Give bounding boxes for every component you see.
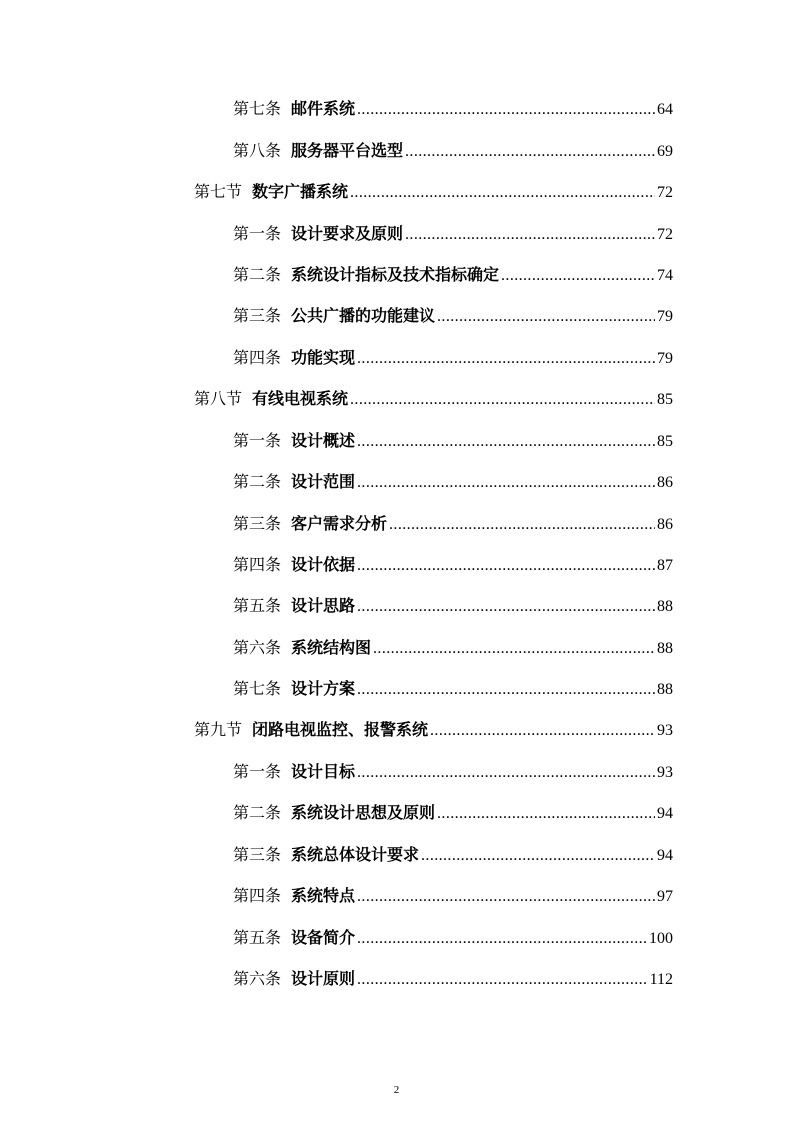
toc-entry-number: 第三条 xyxy=(233,845,282,864)
toc-entry-title: 数字广播系统 xyxy=(252,182,349,201)
toc-entry-number: 第九节 xyxy=(194,720,243,739)
toc-entry-article-6-structure-diagram[interactable] xyxy=(233,636,673,660)
toc-entry-section-8-cable-tv[interactable] xyxy=(194,387,673,411)
toc-entry-title: 公共广播的功能建议 xyxy=(291,306,436,325)
toc-dot-leader xyxy=(405,140,655,164)
toc-entry-number: 第二条 xyxy=(233,472,282,491)
toc-dot-leader xyxy=(357,968,648,992)
toc-entry-title: 服务器平台选型 xyxy=(291,141,404,160)
toc-entry-page: 85 xyxy=(657,391,673,408)
toc-dot-leader xyxy=(357,430,655,454)
toc-entry-article-1-requirements[interactable] xyxy=(233,222,673,246)
toc-entry-page: 88 xyxy=(657,681,673,698)
toc-entry-article-2-design-philosophy[interactable] xyxy=(233,801,673,825)
toc-entry-article-4-implementation[interactable] xyxy=(233,346,673,370)
toc-dot-leader xyxy=(405,223,655,247)
toc-entry-article-1-goals[interactable] xyxy=(233,760,673,784)
toc-entry-number: 第一条 xyxy=(233,431,282,450)
toc-entry-title: 系统总体设计要求 xyxy=(291,845,420,864)
toc-dot-leader xyxy=(437,802,655,826)
toc-entry-number: 第七条 xyxy=(233,679,282,698)
toc-entry-number: 第二条 xyxy=(233,803,282,822)
toc-entry-article-2-scope[interactable] xyxy=(233,470,673,494)
toc-entry-number: 第七条 xyxy=(233,99,282,118)
toc-entry-title: 系统特点 xyxy=(291,886,356,905)
toc-entry-page: 74 xyxy=(657,267,673,284)
toc-dot-leader xyxy=(357,678,655,702)
toc-entry-page: 100 xyxy=(649,930,673,947)
toc-entry-article-5-equipment[interactable] xyxy=(233,926,673,950)
toc-entry-number: 第五条 xyxy=(233,928,282,947)
toc-entry-title: 设计思路 xyxy=(291,596,356,615)
toc-entry-number: 第六条 xyxy=(233,638,282,657)
toc-entry-article-1-overview[interactable] xyxy=(233,429,673,453)
toc-dot-leader xyxy=(437,305,655,329)
toc-entry-section-9-cctv-alarm[interactable] xyxy=(194,718,673,742)
toc-entry-article-8-server-platform[interactable] xyxy=(233,139,673,163)
toc-entry-number: 第八条 xyxy=(233,141,282,160)
toc-entry-number: 第五条 xyxy=(233,596,282,615)
toc-entry-page: 72 xyxy=(657,184,673,201)
toc-entry-number: 第二条 xyxy=(233,265,282,284)
toc-entry-number: 第四条 xyxy=(233,886,282,905)
toc-entry-page: 72 xyxy=(657,226,673,243)
toc-entry-page: 64 xyxy=(657,101,673,118)
toc-entry-title: 设计方案 xyxy=(291,679,356,698)
toc-entry-page: 94 xyxy=(657,805,673,822)
toc-entry-page: 85 xyxy=(657,433,673,450)
toc-entry-article-3-broadcast-features[interactable] xyxy=(233,304,673,328)
toc-entry-title: 功能实现 xyxy=(291,348,356,367)
toc-dot-leader xyxy=(357,927,647,951)
toc-dot-leader xyxy=(501,264,655,288)
toc-entry-article-5-approach[interactable] xyxy=(233,594,673,618)
toc-dot-leader xyxy=(357,885,655,909)
toc-entry-article-6-design-principles[interactable] xyxy=(233,967,673,991)
toc-dot-leader xyxy=(350,388,655,412)
toc-dot-leader xyxy=(357,471,655,495)
toc-entry-number: 第三条 xyxy=(233,514,282,533)
toc-entry-number: 第七节 xyxy=(194,182,243,201)
toc-entry-article-4-basis[interactable] xyxy=(233,553,673,577)
toc-entry-page: 88 xyxy=(657,598,673,615)
toc-entry-number: 第三条 xyxy=(233,306,282,325)
toc-entry-title: 系统结构图 xyxy=(291,638,372,657)
toc-entry-page: 69 xyxy=(657,143,673,160)
toc-entry-article-4-features[interactable] xyxy=(233,884,673,908)
toc-dot-leader xyxy=(357,595,655,619)
toc-entry-title: 闭路电视监控、报警系统 xyxy=(252,720,429,739)
toc-dot-leader xyxy=(389,513,655,537)
toc-entry-number: 第一条 xyxy=(233,762,282,781)
toc-entry-page: 79 xyxy=(657,350,673,367)
toc-dot-leader xyxy=(350,181,655,205)
toc-entry-article-7-design-plan[interactable] xyxy=(233,677,673,701)
toc-entry-title: 设计范围 xyxy=(291,472,356,491)
toc-entry-page: 94 xyxy=(657,847,673,864)
toc-dot-leader xyxy=(421,844,655,868)
toc-entry-page: 97 xyxy=(657,888,673,905)
toc-entry-title: 设计目标 xyxy=(291,762,356,781)
toc-entry-page: 86 xyxy=(657,474,673,491)
toc-dot-leader xyxy=(357,761,655,785)
toc-entry-page: 93 xyxy=(657,722,673,739)
toc-entry-title: 有线电视系统 xyxy=(252,389,349,408)
toc-entry-number: 第四条 xyxy=(233,555,282,574)
toc-dot-leader xyxy=(357,554,655,578)
toc-entry-page: 93 xyxy=(657,764,673,781)
toc-entry-page: 112 xyxy=(649,971,673,988)
toc-entry-number: 第一条 xyxy=(233,224,282,243)
toc-entry-page: 87 xyxy=(657,557,673,574)
toc-entry-title: 邮件系统 xyxy=(291,99,356,118)
toc-entry-title: 设备简介 xyxy=(291,928,356,947)
toc-dot-leader xyxy=(357,98,655,122)
toc-entry-section-7-digital-broadcast[interactable] xyxy=(194,180,673,204)
toc-entry-article-7-email[interactable] xyxy=(233,97,673,121)
toc-dot-leader xyxy=(430,719,655,743)
toc-entry-article-2-design-metrics[interactable] xyxy=(233,263,673,287)
toc-dot-leader xyxy=(357,347,655,371)
toc-entry-page: 88 xyxy=(657,640,673,657)
toc-entry-article-3-needs-analysis[interactable] xyxy=(233,512,673,536)
toc-entry-page: 86 xyxy=(657,516,673,533)
toc-dot-leader xyxy=(373,637,655,661)
page-number: 2 xyxy=(393,1084,400,1096)
toc-entry-number: 第六条 xyxy=(233,969,282,988)
toc-entry-title: 系统设计思想及原则 xyxy=(291,803,436,822)
toc-entry-title: 设计概述 xyxy=(291,431,356,450)
toc-entry-number: 第四条 xyxy=(233,348,282,367)
toc-entry-article-3-overall-requirements[interactable] xyxy=(233,843,673,867)
toc-entry-title: 设计依据 xyxy=(291,555,356,574)
toc-entry-title: 系统设计指标及技术指标确定 xyxy=(291,265,500,284)
toc-entry-title: 设计要求及原则 xyxy=(291,224,404,243)
toc-entry-page: 79 xyxy=(657,308,673,325)
toc-entry-title: 客户需求分析 xyxy=(291,514,388,533)
toc-entry-number: 第八节 xyxy=(194,389,243,408)
toc-entry-title: 设计原则 xyxy=(291,969,356,988)
